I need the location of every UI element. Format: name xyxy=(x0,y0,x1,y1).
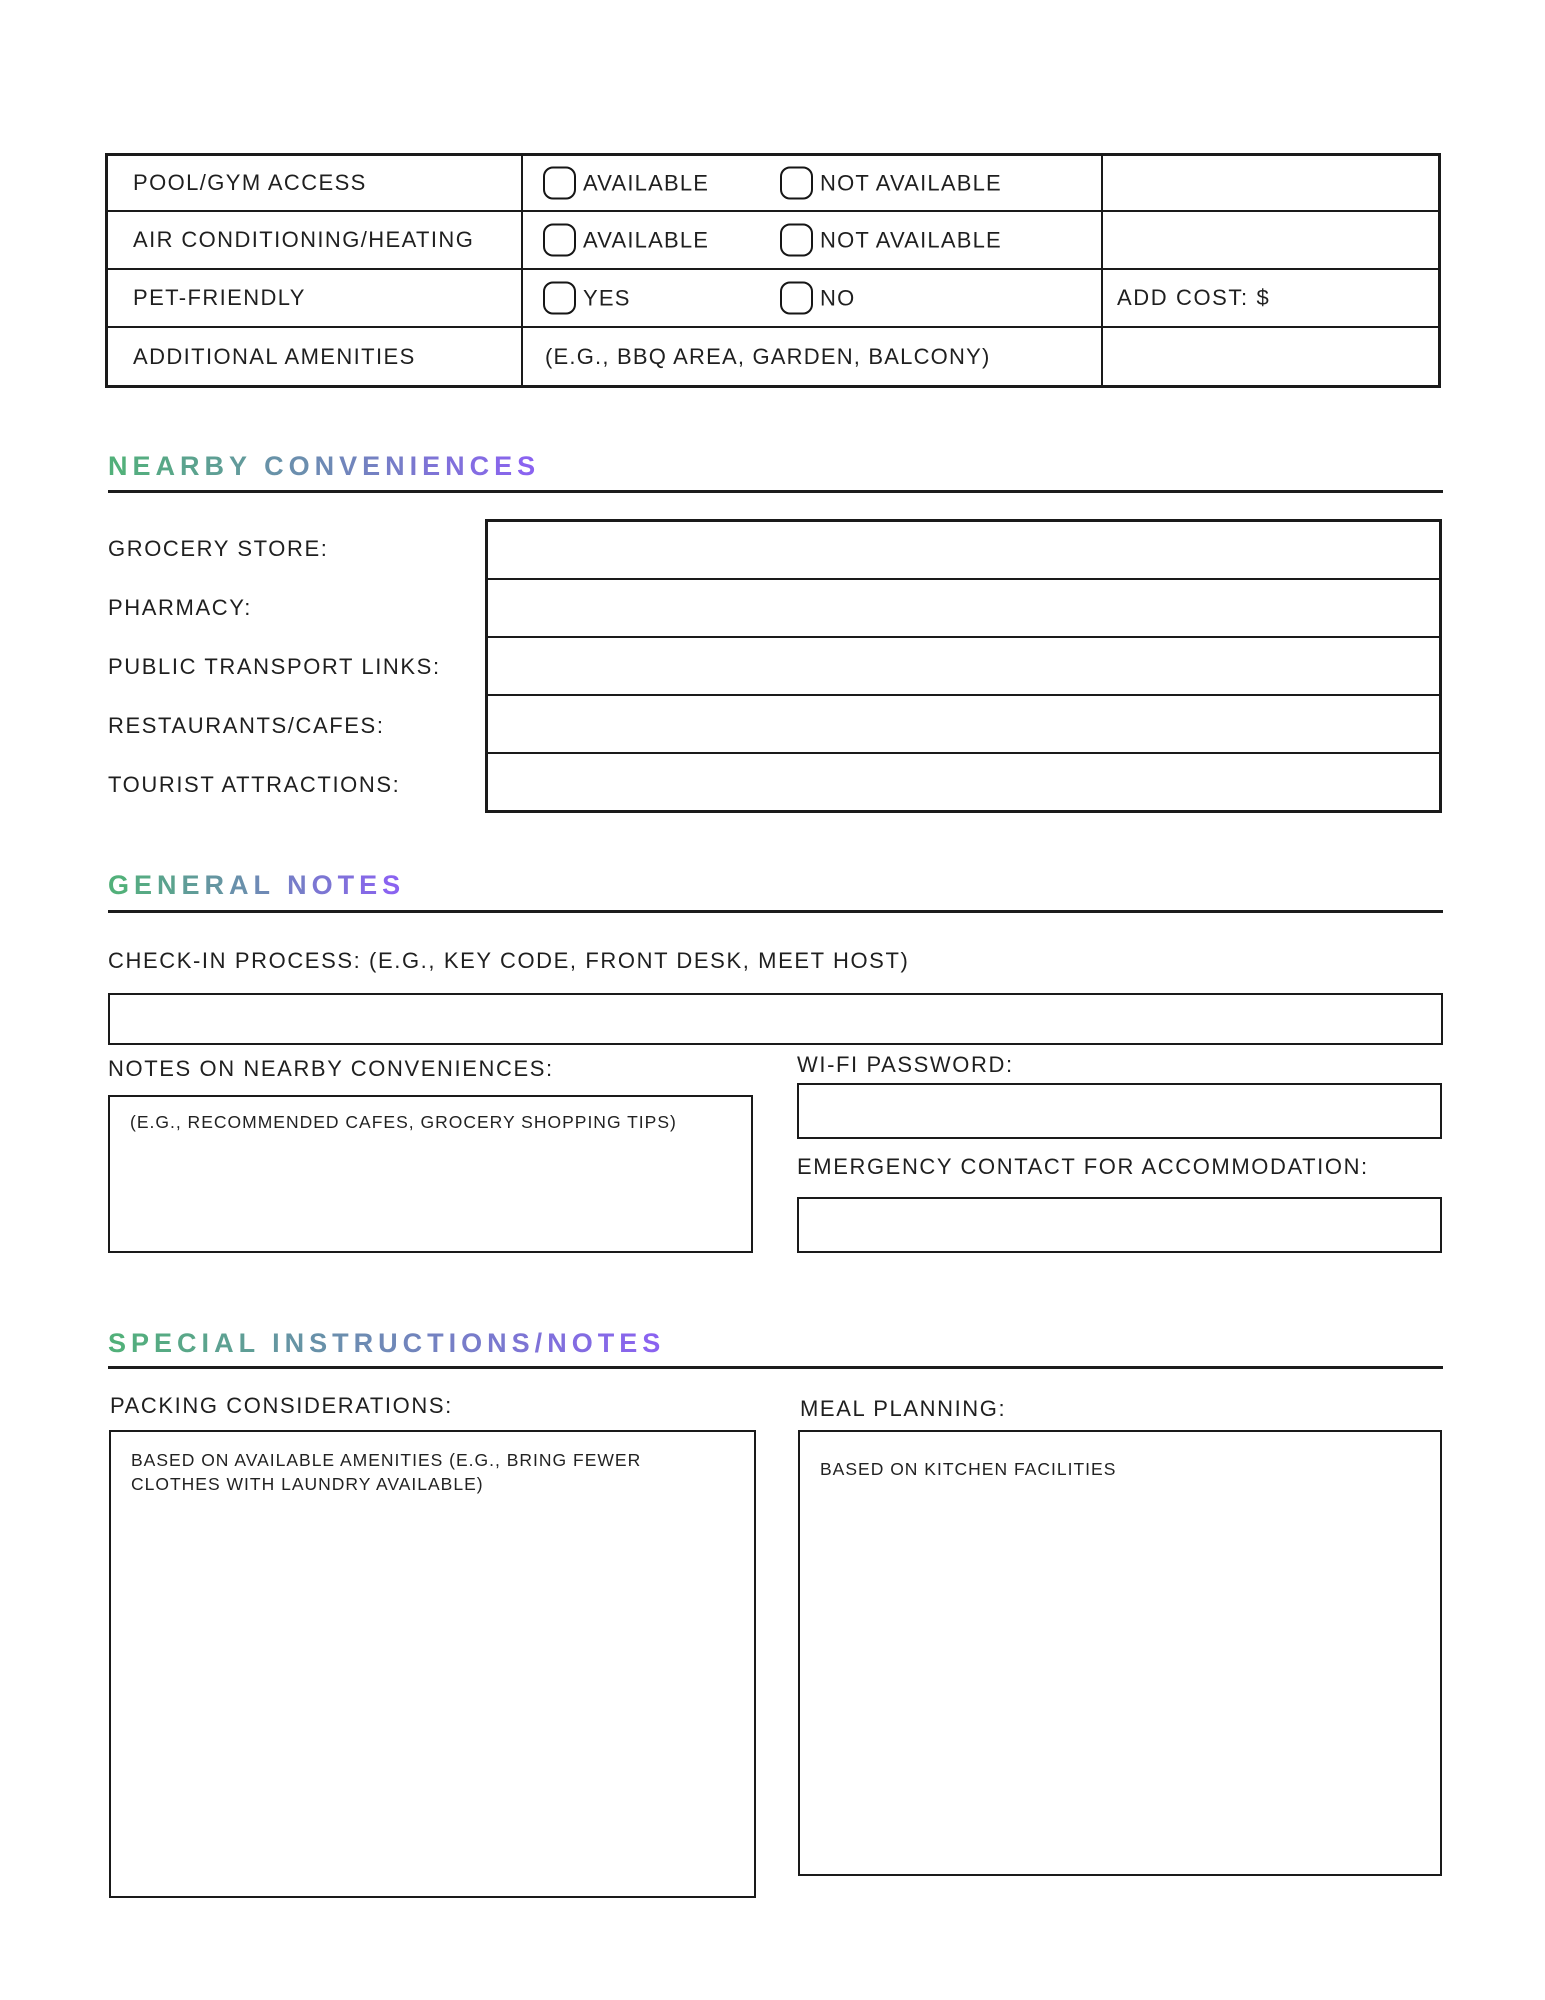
additional-amenities-hint: (E.G., BBQ AREA, GARDEN, BALCONY) xyxy=(545,343,991,369)
notes-nearby-label: NOTES ON NEARBY CONVENIENCES: xyxy=(108,1056,554,1081)
meal-planning-label: MEAL PLANNING: xyxy=(800,1396,1007,1421)
amenity-label-cell xyxy=(108,156,523,212)
meal-planning-hint: BASED ON KITCHEN FACILITIES xyxy=(820,1459,1117,1479)
notes-nearby-hint: (E.G., RECOMMENDED CAFES, GROCERY SHOPPING TIPS) xyxy=(130,1112,677,1132)
restaurants-cafes-label: RESTAURANTS/CAFES: xyxy=(108,712,385,738)
checkbox-label-available: AVAILABLE xyxy=(583,227,710,252)
amenity-options-cell xyxy=(523,270,1103,328)
emergency-contact-input[interactable] xyxy=(797,1197,1442,1253)
checkbox-ac-not-available[interactable] xyxy=(780,224,813,257)
checkbox-pool-available[interactable] xyxy=(543,167,576,200)
checkbox-pet-yes[interactable] xyxy=(543,282,576,315)
emergency-contact-label: EMERGENCY CONTACT FOR ACCOMMODATION: xyxy=(797,1154,1369,1179)
section-rule xyxy=(108,490,1443,493)
add-cost-label: ADD COST: $ xyxy=(1117,285,1271,310)
amenity-label-cell xyxy=(108,328,523,385)
amenity-extra-cell[interactable] xyxy=(1103,328,1438,385)
section-heading-general-notes: GENERAL NOTES xyxy=(108,870,406,900)
amenity-label-additional: ADDITIONAL AMENITIES xyxy=(133,343,416,369)
checkbox-pool-not-available[interactable] xyxy=(780,167,813,200)
amenity-extra-cell[interactable] xyxy=(1103,212,1438,270)
restaurants-cafes-input[interactable] xyxy=(488,694,1439,752)
amenity-label-pet-friendly: PET-FRIENDLY xyxy=(133,285,306,310)
pet-add-cost-cell[interactable] xyxy=(1103,270,1438,328)
packing-considerations-input[interactable] xyxy=(109,1430,756,1898)
grocery-store-label: GROCERY STORE: xyxy=(108,535,329,561)
pharmacy-input[interactable] xyxy=(488,578,1439,636)
meal-planning-input[interactable] xyxy=(798,1430,1442,1876)
checkin-process-input[interactable] xyxy=(108,993,1443,1045)
amenity-label-cell xyxy=(108,212,523,270)
checkbox-ac-available[interactable] xyxy=(543,224,576,257)
tourist-attractions-input[interactable] xyxy=(488,752,1439,810)
grocery-store-input[interactable] xyxy=(488,522,1439,578)
section-rule xyxy=(108,1366,1443,1369)
amenity-options-cell xyxy=(523,156,1103,212)
packing-considerations-label: PACKING CONSIDERATIONS: xyxy=(110,1393,453,1418)
notes-nearby-input[interactable] xyxy=(108,1095,753,1253)
amenity-options-cell xyxy=(523,212,1103,270)
pharmacy-label: PHARMACY: xyxy=(108,594,252,620)
amenities-table xyxy=(105,153,1441,388)
amenity-label-air-conditioning: AIR CONDITIONING/HEATING xyxy=(133,227,475,252)
amenity-extra-cell[interactable] xyxy=(1103,156,1438,212)
nearby-input-stack xyxy=(485,519,1442,813)
checkbox-label-not-available: NOT AVAILABLE xyxy=(820,227,1002,252)
amenity-label-cell xyxy=(108,270,523,328)
section-heading-special-instructions: SPECIAL INSTRUCTIONS/NOTES xyxy=(108,1328,666,1358)
section-heading-nearby-conveniences: NEARBY CONVENIENCES xyxy=(108,451,541,481)
amenity-label-pool-gym: POOL/GYM ACCESS xyxy=(133,170,367,195)
checkbox-label-no: NO xyxy=(820,285,856,310)
packing-considerations-hint: BASED ON AVAILABLE AMENITIES (E.G., BRING FEWER CLOTHES WITH LAUNDRY AVAILABLE) xyxy=(131,1450,642,1494)
checkbox-label-not-available: NOT AVAILABLE xyxy=(820,170,1002,195)
checkbox-label-available: AVAILABLE xyxy=(583,170,710,195)
checkbox-label-yes: YES xyxy=(583,285,631,310)
additional-amenities-cell[interactable] xyxy=(523,328,1103,385)
wifi-password-input[interactable] xyxy=(797,1083,1442,1139)
public-transport-input[interactable] xyxy=(488,636,1439,694)
public-transport-label: PUBLIC TRANSPORT LINKS: xyxy=(108,653,441,679)
tourist-attractions-label: TOURIST ATTRACTIONS: xyxy=(108,771,401,797)
checkbox-pet-no[interactable] xyxy=(780,282,813,315)
wifi-password-label: WI-FI PASSWORD: xyxy=(797,1052,1014,1077)
checkin-process-label: CHECK-IN PROCESS: (E.G., KEY CODE, FRONT DESK, MEET HOST) xyxy=(108,948,910,973)
section-rule xyxy=(108,910,1443,913)
